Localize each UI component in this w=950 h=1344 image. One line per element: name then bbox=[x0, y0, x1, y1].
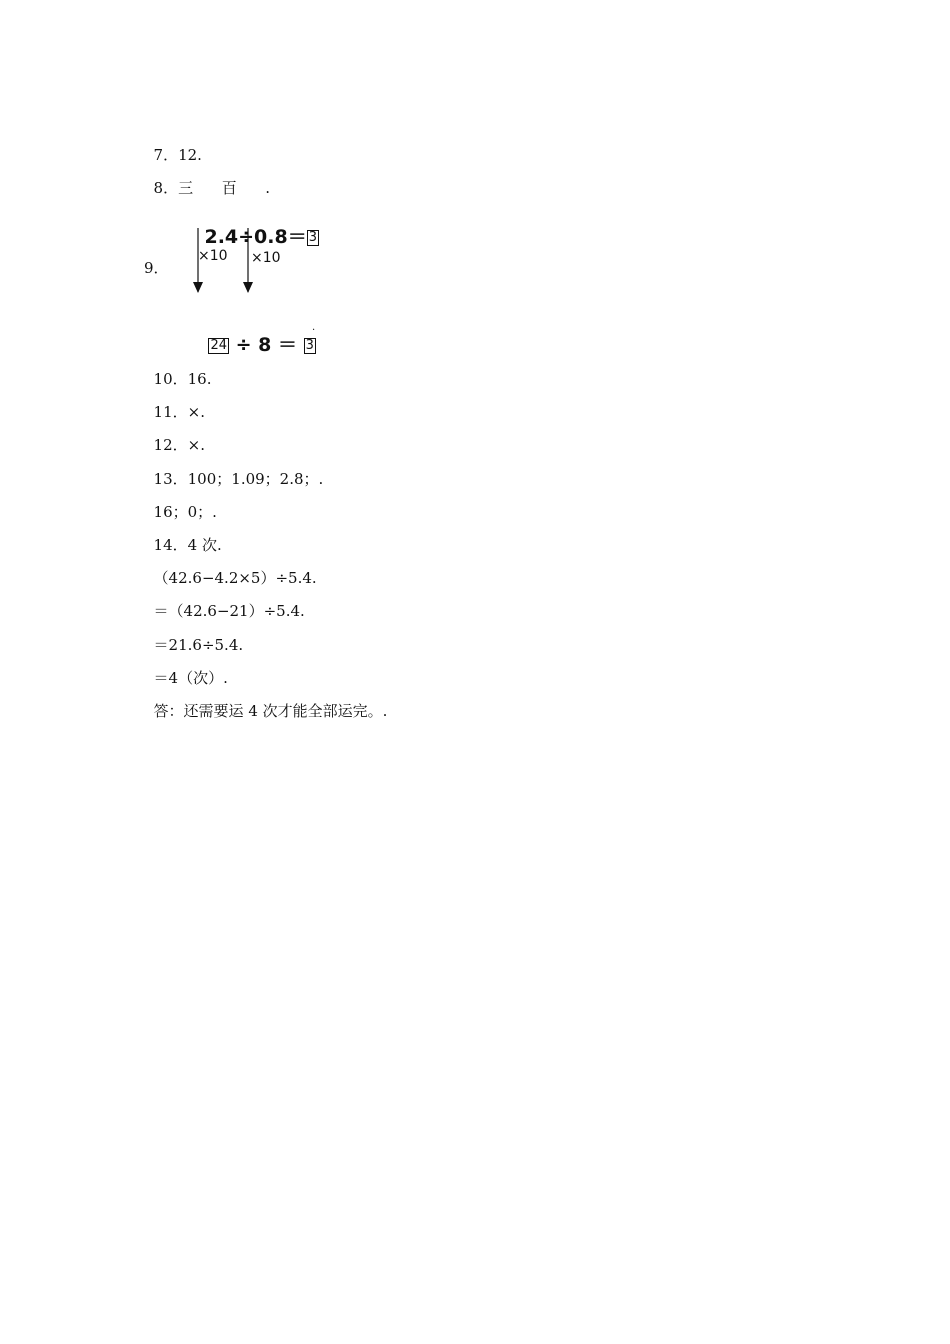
diagram-trailing-dot: . bbox=[312, 322, 316, 333]
left-arrowhead bbox=[193, 282, 203, 293]
answer-number: 8． bbox=[153, 179, 179, 197]
answer-text: 100；1.09；2.8；. bbox=[187, 470, 324, 488]
answer-text: ＝4（次）. bbox=[153, 669, 228, 687]
answer-10 bbox=[144, 352, 212, 388]
answer-number: 13． bbox=[153, 470, 188, 488]
division-transform-diagram bbox=[178, 196, 338, 356]
answer-text: 16. bbox=[187, 370, 212, 388]
answer-text: 4 次. bbox=[187, 536, 222, 554]
answer-text: ＝（42.6−21）÷5.4. bbox=[153, 602, 305, 620]
answer-8 bbox=[144, 161, 270, 197]
bottom-answer-box: 3 bbox=[305, 338, 314, 353]
answer-13-continued bbox=[144, 485, 217, 521]
answer-number: 10． bbox=[153, 370, 188, 388]
answer-text: 三 百 . bbox=[178, 179, 271, 197]
calc-step-2 bbox=[144, 584, 305, 620]
top-expression: 2.4÷0.8＝ bbox=[204, 226, 307, 248]
answer-text: ＝21.6÷5.4. bbox=[153, 636, 244, 654]
answer-7 bbox=[144, 128, 202, 164]
calc-step-1 bbox=[144, 551, 317, 587]
top-answer-box: 3 bbox=[308, 230, 317, 245]
answer-9-number: 9． bbox=[144, 259, 169, 277]
answer-text: ×. bbox=[187, 403, 205, 421]
answer-number: 12． bbox=[153, 436, 188, 454]
answer-number: 14． bbox=[153, 536, 188, 554]
right-arrowhead bbox=[243, 282, 253, 293]
answer-11 bbox=[144, 385, 205, 421]
answer-13 bbox=[144, 452, 323, 488]
calc-step-3 bbox=[144, 618, 243, 654]
answer-number: 11． bbox=[153, 403, 188, 421]
right-multiplier-label: ×10 bbox=[251, 250, 281, 266]
answer-text: 答：还需要运 4 次才能全部运完。. bbox=[153, 702, 388, 720]
answer-14 bbox=[144, 518, 222, 554]
answer-text: ×. bbox=[187, 436, 205, 454]
answer-number: 7． bbox=[153, 146, 179, 164]
answer-text: 12. bbox=[178, 146, 202, 164]
answer-12 bbox=[144, 418, 205, 454]
left-multiplier-label: ×10 bbox=[198, 248, 228, 264]
answer-text: （42.6−4.2×5）÷5.4. bbox=[153, 569, 317, 587]
calc-step-4 bbox=[144, 651, 228, 687]
bottom-dividend-box: 24 bbox=[210, 338, 228, 353]
answer-text: 16；0；. bbox=[153, 503, 217, 521]
bottom-expression: ÷ 8 ＝ bbox=[229, 334, 304, 356]
final-answer bbox=[144, 684, 387, 720]
